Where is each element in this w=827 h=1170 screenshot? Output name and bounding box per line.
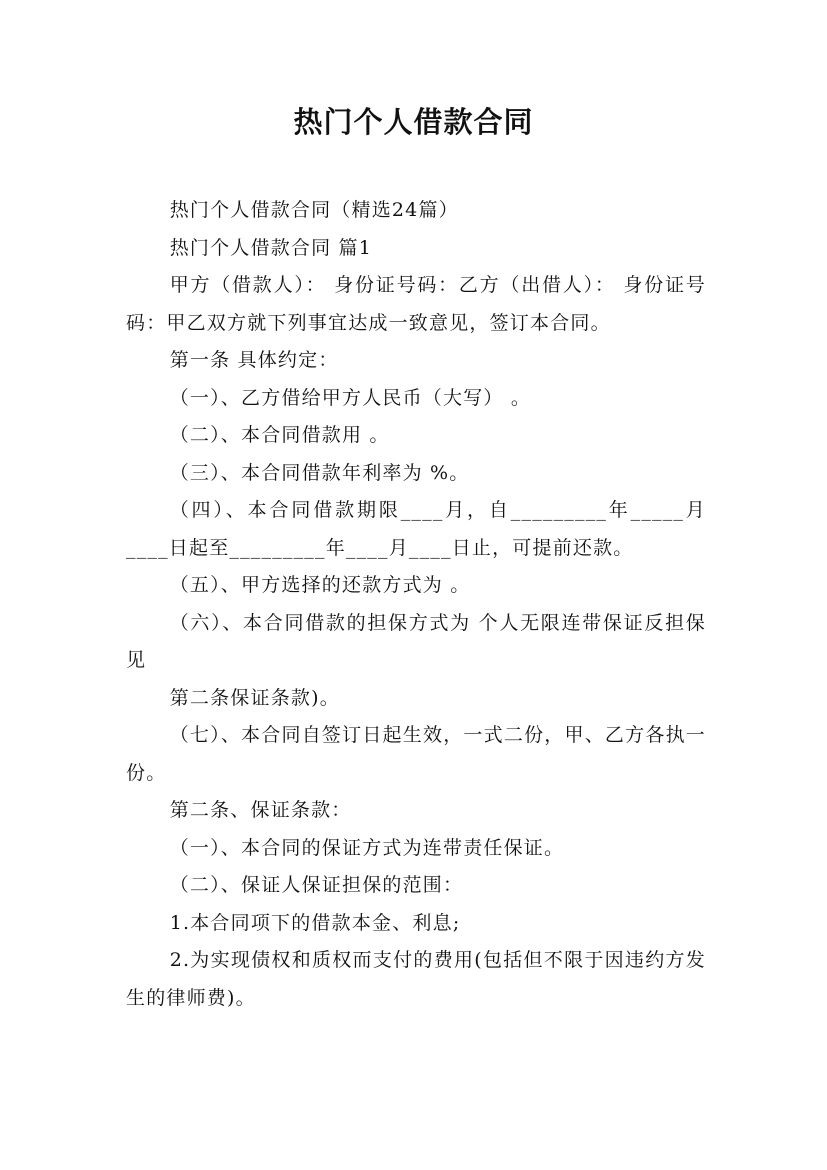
paragraph: （三）、本合同借款年利率为 %。 <box>169 461 470 484</box>
document-title: 热门个人借款合同 <box>293 105 534 139</box>
paragraph: 1.本合同项下的借款本金、利息; <box>169 911 461 934</box>
paragraph: 第二条保证条款)。 <box>169 686 340 709</box>
paragraph: （二）、本合同借款用 。 <box>169 424 390 446</box>
document-body <box>126 192 706 1017</box>
paragraph: 第二条、保证条款： <box>169 799 352 821</box>
paragraph: （四）、本合同借款期限____月，自_________年_____月____日起至_________年____月____日止，可提前还款。 <box>126 499 706 559</box>
paragraph: （一）、乙方借给甲方人民币（大写） 。 <box>169 386 532 409</box>
paragraph: （六）、本合同借款的担保方式为 个人无限连带保证反担保 见 <box>126 611 706 671</box>
paragraph: 甲方（借款人）： 身份证号码：乙方（出借人）： 身份证号码：甲乙双方就下列事宜达成一致意见，签订本合同。 <box>126 274 706 334</box>
paragraph: （二）、保证人保证担保的范围： <box>169 874 464 896</box>
paragraph: （七）、本合同自签订日起生效，一式二份，甲、乙方各执一份。 <box>126 724 706 784</box>
paragraph: 热门个人借款合同 篇1 <box>169 236 373 259</box>
paragraph: （一）、本合同的保证方式为连带责任保证。 <box>169 836 565 859</box>
paragraph: 热门个人借款合同（精选24篇） <box>169 199 459 221</box>
paragraph: 2.为实现债权和质权而支付的费用(包括但不限于因违约方发生的律师费)。 <box>126 949 706 1009</box>
paragraph: 第一条 具体约定： <box>169 349 339 371</box>
paragraph: （五）、甲方选择的还款方式为 。 <box>169 574 471 596</box>
